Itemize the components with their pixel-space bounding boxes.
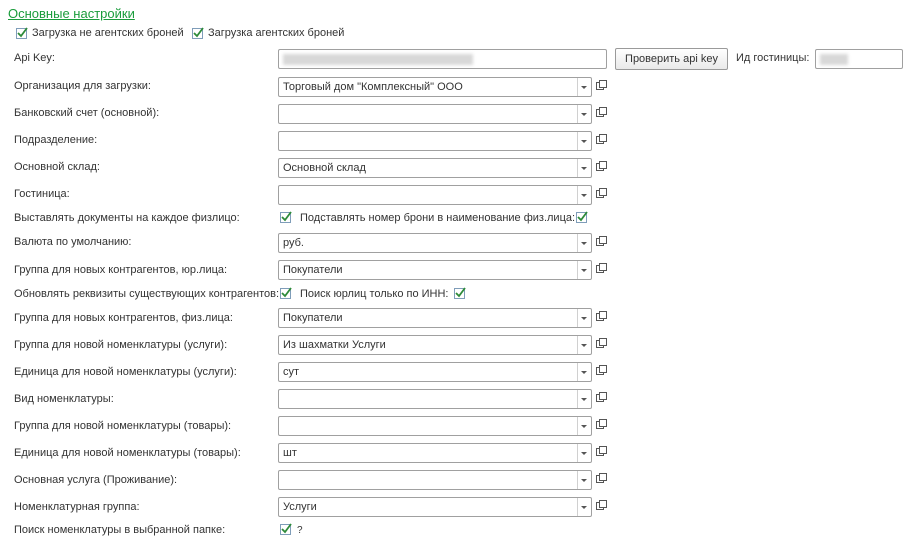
open-form-icon[interactable] [592,77,606,97]
item-kind-select[interactable] [278,389,592,409]
individual-group-select[interactable]: Покупатели [278,308,592,328]
dropdown-arrow-icon[interactable] [577,234,591,252]
checkbox-non-agent-bookings[interactable] [16,28,27,39]
hotel-id-input[interactable] [815,49,903,69]
dropdown-arrow-icon[interactable] [577,309,591,327]
dropdown-arrow-icon[interactable] [577,363,591,381]
open-form-icon[interactable] [592,158,606,178]
label-legal-entity-group: Группа для новых контрагентов, юр.лица: [14,264,228,276]
label-department: Подразделение: [14,134,98,146]
masked-value [820,54,848,65]
main-service-select[interactable] [278,470,592,490]
dropdown-arrow-icon[interactable] [577,132,591,150]
label-nomenclature-group: Номенклатурная группа: [14,501,140,513]
open-form-icon[interactable] [592,335,606,355]
label-goods-item-group: Группа для новой номенклатуры (товары): [14,420,232,432]
label-agent-bookings: Загрузка агентских броней [208,27,345,39]
checkbox-docs-per-person[interactable] [280,212,291,223]
api-key-label: Api Key: [14,52,55,64]
open-form-icon[interactable] [592,416,606,436]
dropdown-arrow-icon[interactable] [577,498,591,516]
label-service-unit: Единица для новой номенклатуры (услуги): [14,366,237,378]
label-currency: Валюта по умолчанию: [14,236,132,248]
label-main-service: Основная услуга (Проживание): [14,474,178,486]
check-icon [455,287,467,299]
checkbox-agent-bookings[interactable] [192,28,203,39]
open-form-icon[interactable] [592,260,606,280]
open-form-icon[interactable] [592,308,606,328]
help-icon[interactable]: ? [297,525,303,536]
dropdown-arrow-icon[interactable] [577,336,591,354]
label-non-agent-bookings: Загрузка не агентских броней [32,27,184,39]
check-icon [281,523,293,535]
open-form-icon[interactable] [592,443,606,463]
check-icon [281,211,293,223]
label-search-in-folder: Поиск номенклатуры в выбранной папке: [14,524,226,536]
dropdown-arrow-icon[interactable] [577,159,591,177]
label-individual-group: Группа для новых контрагентов, физ.лица: [14,312,233,324]
label-main-warehouse: Основной склад: [14,161,100,173]
service-unit-select[interactable]: сут [278,362,592,382]
nomenclature-group-select[interactable]: Услуги [278,497,592,517]
main-warehouse-select[interactable]: Основной склад [278,158,592,178]
open-form-icon[interactable] [592,131,606,151]
api-key-input[interactable] [278,49,607,69]
dropdown-arrow-icon[interactable] [577,186,591,204]
hotel-id-label: Ид гостиницы: [736,52,810,64]
check-icon [577,211,589,223]
bank-account-select[interactable] [278,104,592,124]
checkbox-update-counterparties[interactable] [280,288,291,299]
dropdown-arrow-icon[interactable] [577,78,591,96]
label-booking-number-in-name: Подставлять номер брони в наименование физ.лица: [300,212,576,224]
dropdown-arrow-icon[interactable] [577,390,591,408]
service-item-group-select[interactable]: Из шахматки Услуги [278,335,592,355]
open-form-icon[interactable] [592,185,606,205]
open-form-icon[interactable] [592,470,606,490]
check-icon [281,287,293,299]
label-item-kind: Вид номенклатуры: [14,393,114,405]
label-goods-unit: Единица для новой номенклатуры (товары): [14,447,241,459]
check-icon [17,27,29,39]
hotel-select[interactable] [278,185,592,205]
organization-select[interactable]: Торговый дом "Комплексный" ООО [278,77,592,97]
check-icon [193,27,205,39]
open-form-icon[interactable] [592,389,606,409]
open-form-icon[interactable] [592,362,606,382]
dropdown-arrow-icon[interactable] [577,444,591,462]
goods-item-group-select[interactable] [278,416,592,436]
department-select[interactable] [278,131,592,151]
open-form-icon[interactable] [592,104,606,124]
goods-unit-select[interactable]: шт [278,443,592,463]
label-service-item-group: Группа для новой номенклатуры (услуги): [14,339,228,351]
dropdown-arrow-icon[interactable] [577,471,591,489]
section-title-link[interactable]: Основные настройки [8,6,135,21]
label-hotel: Гостиница: [14,188,70,200]
legal-entity-group-select[interactable]: Покупатели [278,260,592,280]
checkbox-search-in-folder[interactable] [280,524,291,535]
masked-value [283,54,473,65]
label-update-counterparties: Обновлять реквизиты существующих контрагентов: [14,288,280,300]
check-api-key-button[interactable]: Проверить api key [615,48,728,70]
label-docs-per-person: Выставлять документы на каждое физлицо: [14,212,240,224]
currency-select[interactable]: руб. [278,233,592,253]
dropdown-arrow-icon[interactable] [577,261,591,279]
label-bank-account: Банковский счет (основной): [14,107,160,119]
open-form-icon[interactable] [592,497,606,517]
checkbox-booking-number-in-name[interactable] [576,212,587,223]
label-search-by-inn: Поиск юрлиц только по ИНН: [300,288,449,300]
label-organization: Организация для загрузки: [14,80,151,92]
dropdown-arrow-icon[interactable] [577,105,591,123]
checkbox-search-by-inn[interactable] [454,288,465,299]
open-form-icon[interactable] [592,233,606,253]
dropdown-arrow-icon[interactable] [577,417,591,435]
